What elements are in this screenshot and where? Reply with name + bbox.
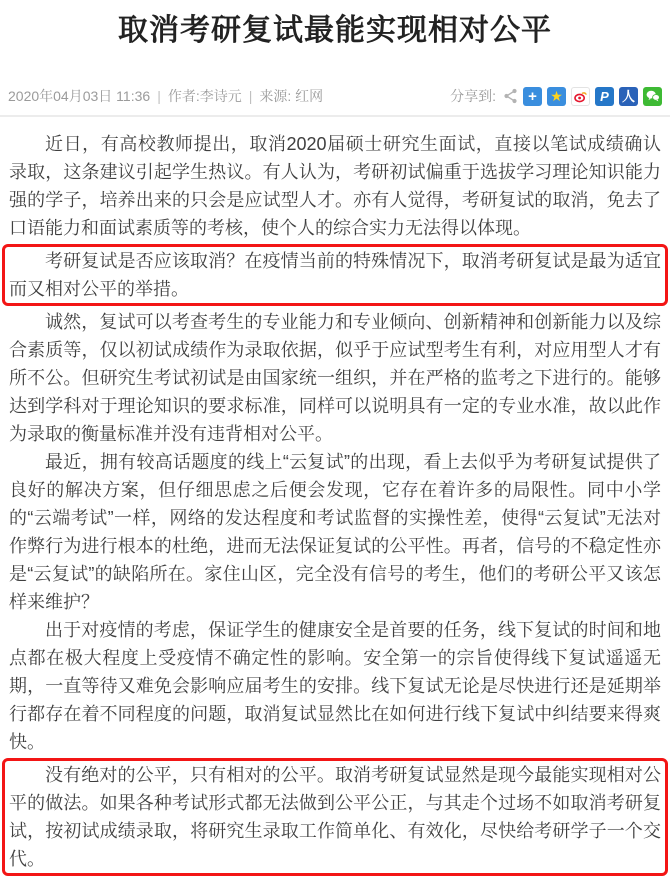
pengyou-glyph: P bbox=[600, 88, 609, 104]
meta-datetime: 2020年04月03日 11:36 bbox=[8, 88, 151, 104]
meta-author: 作者:李诗元 bbox=[167, 88, 242, 104]
qzone-star-glyph: ★ bbox=[550, 88, 563, 104]
page-title: 取消考研复试最能实现相对公平 bbox=[118, 14, 552, 47]
paragraph: 近日，有高校教师提出，取消2020届硕士研究生面试，直接以笔试成绩确认录取，这条建议引起学生热议。有人认为，考研初试偏重于选拔学习理论知识能力强的学子，培养出来的只会是应试型人才。亦有人觉得，考研复试的取消，免去了口语能力和面试素质等的考核，使个人的综合实力无法得以体现。 bbox=[9, 134, 661, 238]
tencent-pengyou-icon[interactable] bbox=[595, 87, 614, 106]
renren-icon[interactable] bbox=[619, 87, 638, 106]
share-bar bbox=[450, 86, 662, 106]
highlighted-paragraph: 没有绝对的公平，只有相对的公平。取消考研复试显然是现今最能实现相对公平的做法。如果各种考试形式都无法做到公平公正，与其走个过场不如取消考研复试，按初试成绩录取，将研究生录取工作简单化、有效化，尽快给考研学子一个交代。 bbox=[9, 765, 661, 869]
header-divider bbox=[0, 115, 670, 117]
paragraph: 诚然，复试可以考查考生的专业能力和专业倾向、创新精神和创新能力以及综合素质等，仅以初试成绩作为录取依据，似乎于应试型考生有利，对应用型人才有所不公。但研究生考试初试是由国家统一组织，并在严格的监考之下进行的。能够达到学科对于理论知识的要求标准，同样可以说明具有一定的专业水准，故以此作为录取的衡量标准并没有违背相对公平。 bbox=[9, 312, 661, 444]
share-label: 分享到: bbox=[450, 88, 496, 104]
wechat-icon[interactable] bbox=[643, 87, 662, 106]
share-more-glyph: + bbox=[528, 87, 537, 105]
share-more-icon[interactable] bbox=[523, 87, 542, 106]
share-arrow-icon[interactable] bbox=[503, 88, 518, 104]
sina-weibo-icon[interactable] bbox=[571, 87, 590, 106]
paragraph: 出于对疫情的考虑，保证学生的健康安全是首要的任务，线下复试的时间和地点都在极大程度上受疫情不确定性的影响。安全第一的宗旨使得线下复试遥遥无期，一直等待又难免会影响应届考生的安排。线下复试无论是尽快进行还是延期举行都存在着不同程度的问题，取消复试显然比在如何进行线下复试中纠结要来得爽快。 bbox=[9, 620, 661, 752]
article-body bbox=[0, 130, 670, 876]
meta-source: 来源: 红网 bbox=[259, 88, 324, 104]
meta-row bbox=[8, 86, 662, 106]
meta-separator: | bbox=[157, 88, 161, 104]
article-meta bbox=[8, 86, 323, 106]
meta-separator: | bbox=[248, 88, 253, 104]
highlight-box bbox=[2, 758, 668, 876]
qzone-icon[interactable] bbox=[547, 87, 566, 106]
renren-glyph: 人 bbox=[621, 88, 635, 104]
highlighted-paragraph: 考研复试是否应该取消？在疫情当前的特殊情况下，取消考研复试是最为适宜而又相对公平的举措。 bbox=[9, 251, 661, 299]
highlight-box bbox=[2, 244, 668, 306]
paragraph: 最近，拥有较高话题度的线上“云复试”的出现，看上去似乎为考研复试提供了良好的解决方案，但仔细思虑之后便会发现，它存在着许多的局限性。同中小学的“云端考试”一样，网络的发达程度和考试监督的实操性差，使得“云复试”无法对作弊行为进行根本的杜绝，进而无法保证复试的公平性。再者，信号的不稳定性亦是“云复试”的缺陷所在。家住山区，完全没有信号的考生，他们的考研公平又该怎样来维护？ bbox=[9, 452, 661, 612]
